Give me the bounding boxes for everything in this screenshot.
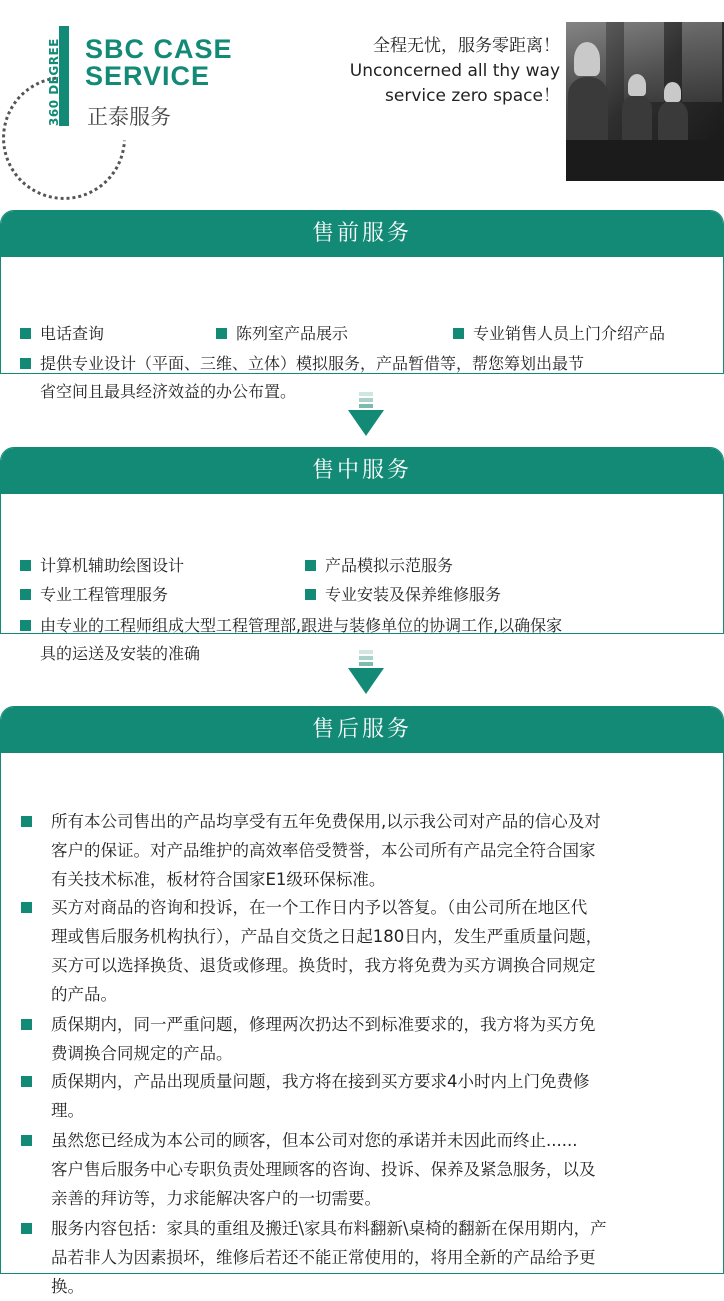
logo-title-line1: SBC CASE xyxy=(85,34,233,64)
insale-item-5: 由专业的工程师组成大型工程管理部,跟进与装修单位的协调工作,以确保家 xyxy=(20,614,562,638)
bullet-icon xyxy=(20,358,31,369)
bullet-icon xyxy=(20,620,31,631)
insale-item-3: 专业工程管理服务 xyxy=(20,583,168,607)
slogan-line2: Unconcerned all thy way xyxy=(349,61,560,81)
bullet-icon xyxy=(21,902,32,913)
presale-title: 售前服务 xyxy=(1,211,723,257)
presale-item-4-cont: 省空间且最具经济效益的办公布置。 xyxy=(40,382,297,401)
bullet-icon xyxy=(21,1019,32,1030)
logo-vertical-text: 360 DEGREE xyxy=(47,38,61,126)
bullet-icon xyxy=(20,589,31,600)
slogan-line1: 全程无忧，服务零距离！ xyxy=(373,36,560,56)
insale-item-1: 计算机辅助绘图设计 xyxy=(20,554,184,578)
aftersale-section: 售后服务 所有本公司售出的产品均享受有五年免费保用,以示我公司对产品的信心及对 客户的保证。对产品维护的高效率倍受赞誉，本公司所有产品完全符合国家 有关技术标准，板材符合国家E1级环保标准。 买方对商品的咨询和投诉，在一个工作日内予以答复。（由公司所在地区代 理或售后服务机构执行），产品自交货之日起180日内，发生严重质量问题， 买方可以选择换货、退货或修理。换货时，我方将免费为买方调换合同规定 的产品。 质保期内，同一严重问题，修理两次扔达不到标准要求的，我方将为买方免 费调换合同规定的产品。 质保期内，产品出现质量问题，我方将在接到买方要求4小时内上门免费修 理。 虽然您已经成为本公司的顾客，但本公司对您的承诺并未因此而终止...... 客户售后服务中心专职负责处理顾客的咨询、投诉、保养及紧急服务，以及 亲善的拜访等，力求能解决客户的一切需要。 服务内容包括：家具的重组及搬迁\家具布料翻新\桌椅的翻新在保用期内，产 品若非人为因素损坏，维修后若还不能正常使用的，将用全新的产品给予更 换。 xyxy=(0,706,724,1274)
down-arrow-icon xyxy=(348,650,384,694)
presale-item-3: 专业销售人员上门介绍产品 xyxy=(453,322,665,346)
bullet-icon xyxy=(305,560,316,571)
presale-item-4: 提供专业设计（平面、三维、立体）模拟服务，产品暂借等，帮您筹划出最节 xyxy=(20,352,584,376)
bullet-icon xyxy=(21,1135,32,1146)
bullet-icon xyxy=(21,1223,32,1234)
aftersale-title: 售后服务 xyxy=(1,707,723,753)
logo-title xyxy=(85,36,233,90)
insale-item-2: 产品模拟示范服务 xyxy=(305,554,453,578)
down-arrow-icon xyxy=(348,392,384,436)
business-meeting-photo xyxy=(566,22,724,181)
bullet-icon xyxy=(21,816,32,827)
logo-chinese-name: 正泰服务 xyxy=(87,105,171,129)
bullet-icon xyxy=(20,560,31,571)
bullet-icon xyxy=(216,328,227,339)
presale-item-1: 电话查询 xyxy=(20,322,104,346)
insale-item-5-cont: 具的运送及安装的准确 xyxy=(40,644,201,663)
bullet-icon xyxy=(21,1076,32,1087)
insale-title: 售中服务 xyxy=(1,448,723,494)
presale-section xyxy=(0,210,724,401)
slogan xyxy=(350,34,560,109)
logo-title-line2: SERVICE xyxy=(85,61,211,91)
presale-item-2: 陈列室产品展示 xyxy=(216,322,348,346)
insale-section xyxy=(0,447,724,663)
bullet-icon xyxy=(305,589,316,600)
insale-item-4: 专业安装及保养维修服务 xyxy=(305,583,501,607)
slogan-line3: service zero space！ xyxy=(385,86,560,106)
bullet-icon xyxy=(453,328,464,339)
bullet-icon xyxy=(20,328,31,339)
header xyxy=(0,0,724,200)
